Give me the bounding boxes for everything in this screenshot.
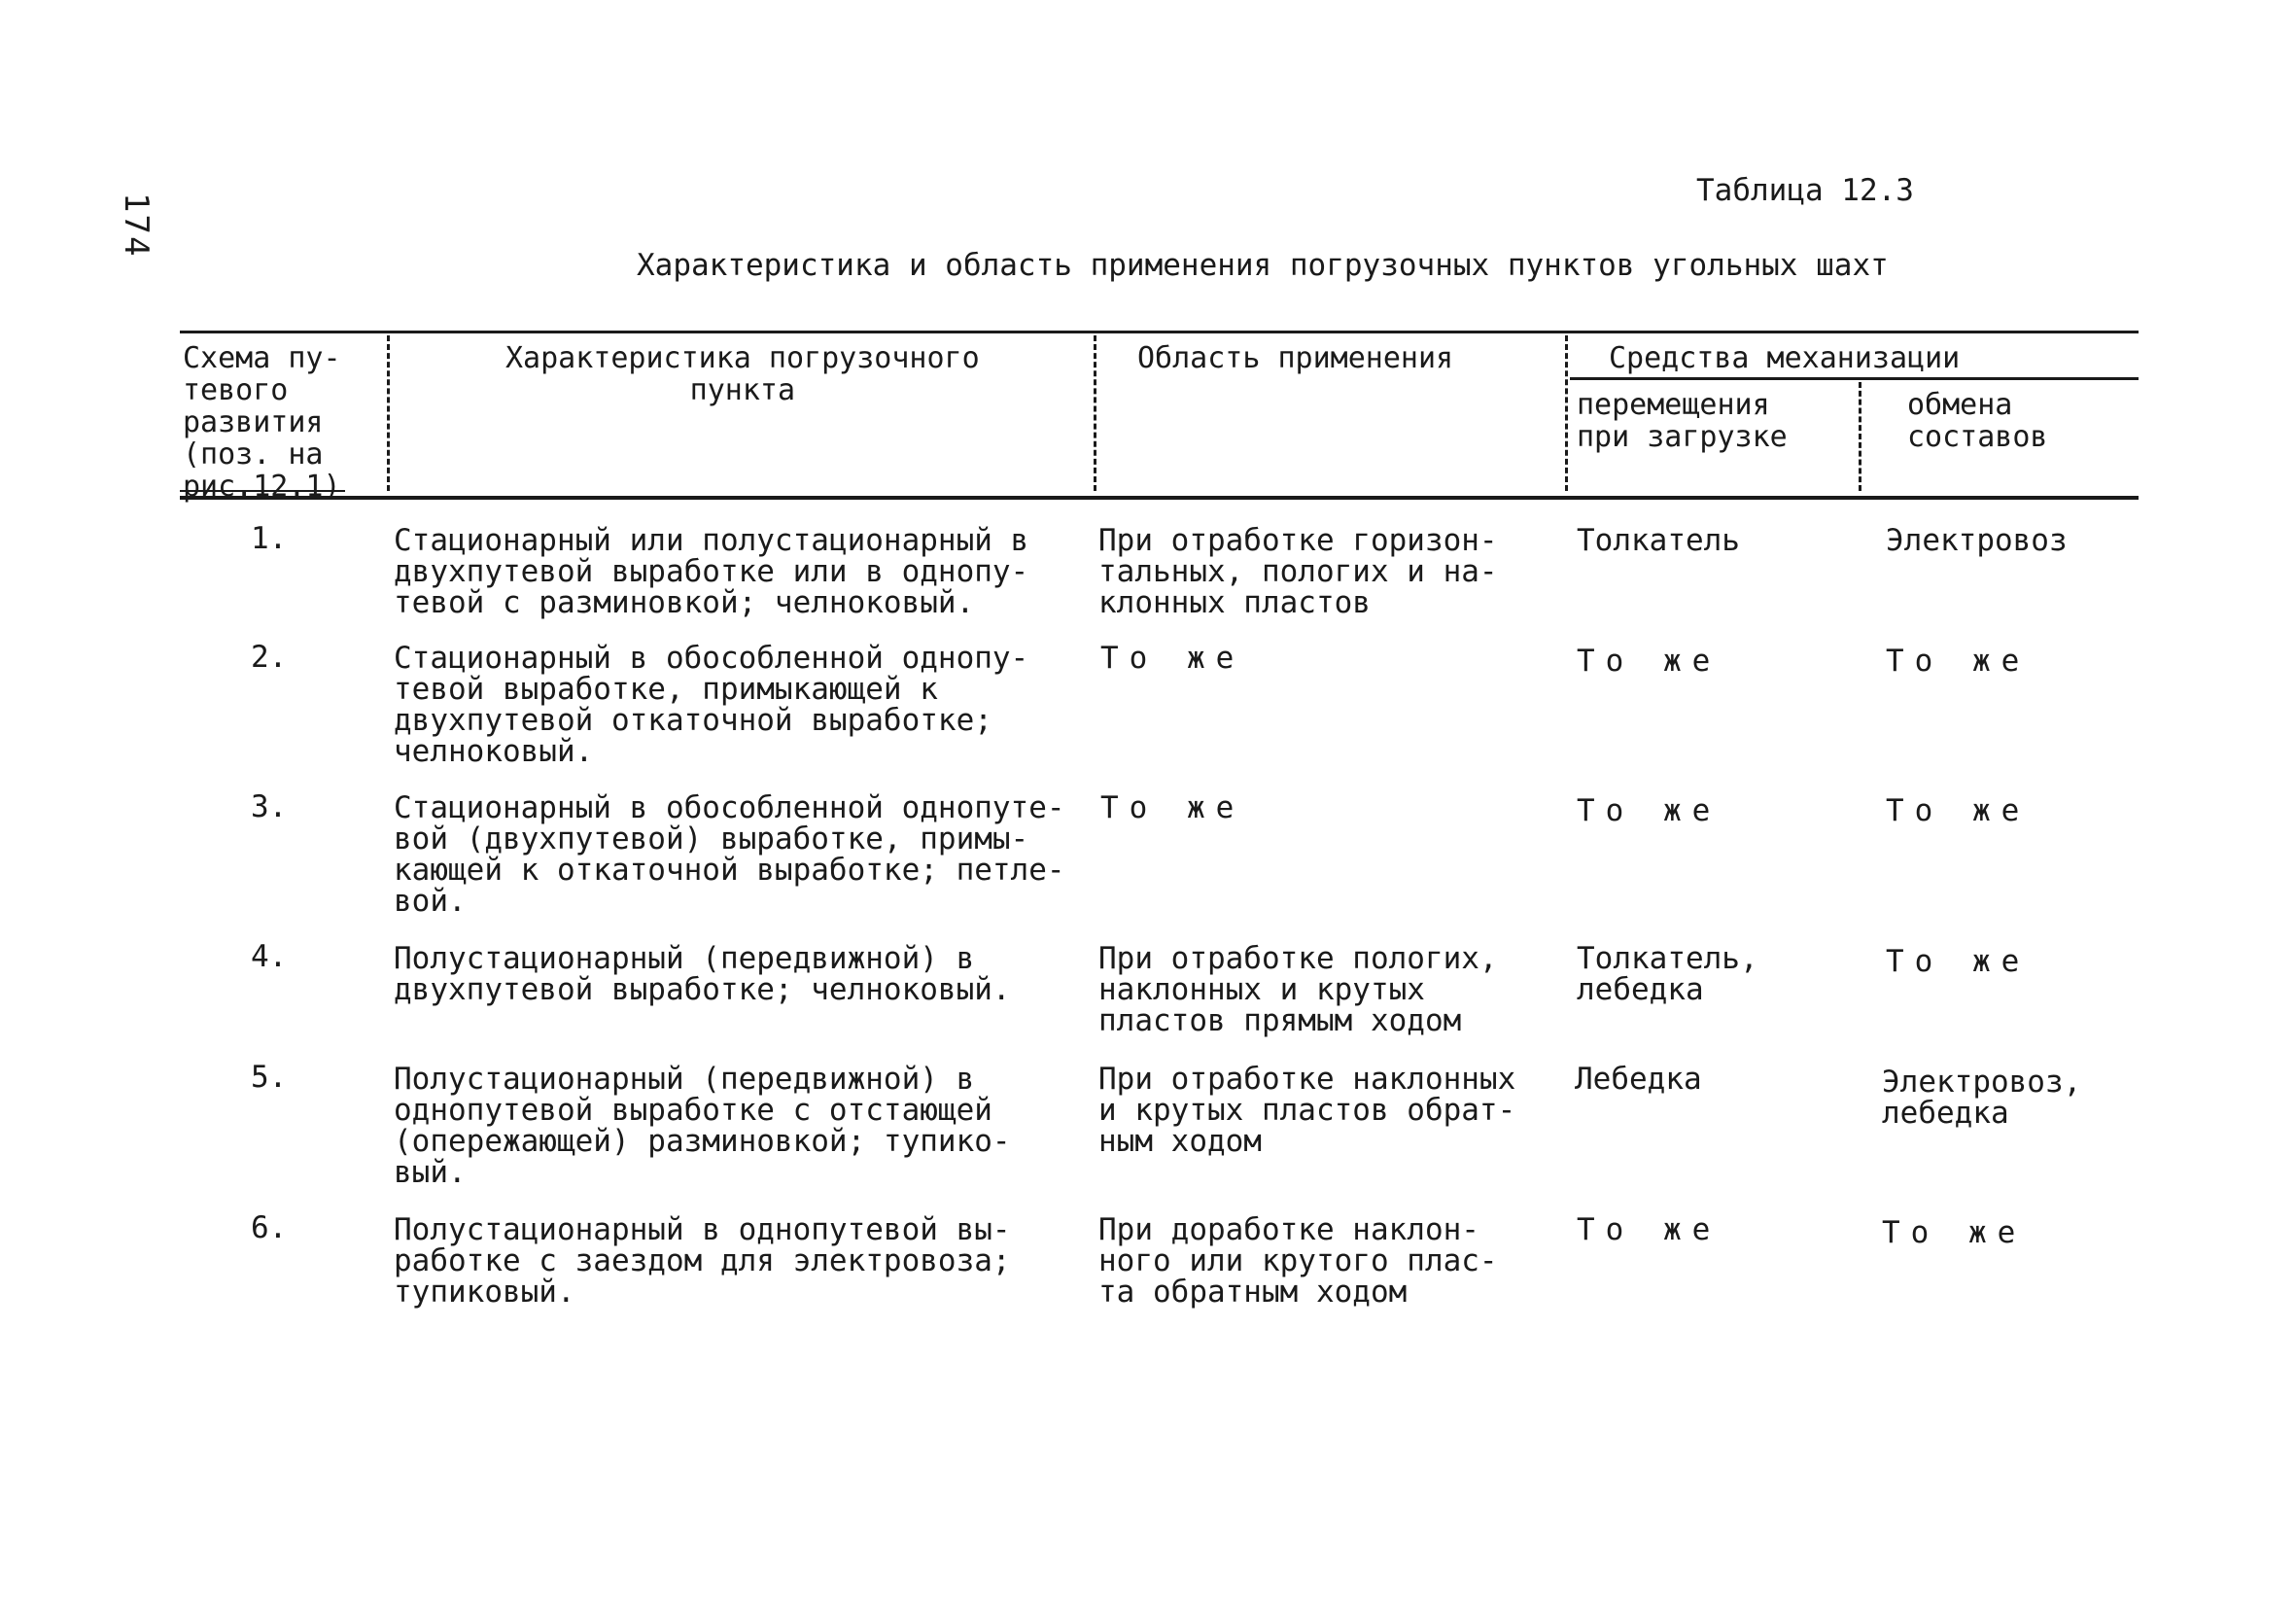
- row-number: 4.: [251, 939, 288, 974]
- row-exchange: Электровоз: [1886, 523, 2068, 558]
- row-characteristic: Полустационарный (передвижной) в однопутевой выработке с отстающей (опережающей) разминовкой; тупико- вый.: [394, 1062, 1011, 1190]
- header-characteristic: Характеристика погрузочного пункта: [505, 341, 980, 407]
- row-movement: Лебедка: [1575, 1062, 1702, 1097]
- row-number: 6.: [251, 1210, 288, 1245]
- page-number: 174: [117, 192, 156, 259]
- row-movement: То же: [1577, 793, 1722, 828]
- header-movement: перемещения при загрузке: [1577, 388, 1788, 454]
- row-application: При доработке наклон- ного или крутого плас- та обратным ходом: [1098, 1212, 1498, 1310]
- row-application: То же: [1100, 790, 1245, 825]
- row-number: 3.: [251, 789, 288, 824]
- row-movement: Толкатель, лебедка: [1577, 941, 1758, 1007]
- row-number: 5.: [251, 1060, 288, 1095]
- column-divider-4: [1859, 382, 1861, 491]
- row-movement: То же: [1577, 1212, 1722, 1247]
- row-movement: Толкатель: [1577, 523, 1740, 558]
- column-divider-3: [1565, 335, 1568, 491]
- row-characteristic: Полустационарный (передвижной) в двухпутевой выработке; челноковый.: [394, 941, 1011, 1007]
- row-exchange: То же: [1886, 944, 2031, 979]
- header-application: Область применения: [1137, 341, 1454, 375]
- table-label: Таблица 12.3: [1696, 173, 1914, 208]
- header-exchange: обмена составов: [1907, 388, 2048, 454]
- row-movement: То же: [1577, 644, 1722, 679]
- row-characteristic: Полустационарный в однопутевой вы- работке с заездом для электровоза; тупиковый.: [394, 1212, 1011, 1310]
- table-title: Характеристика и область применения погрузочных пунктов угольных шахт: [637, 248, 1889, 283]
- mechanization-underline: [1570, 377, 2139, 380]
- row-exchange: Электровоз, лебедка: [1882, 1065, 2082, 1131]
- row-application: При отработке наклонных и крутых пластов обрат- ным ходом: [1098, 1062, 1516, 1159]
- row-number: 1.: [251, 521, 288, 556]
- header-mechanization: Средства механизации: [1609, 341, 1961, 375]
- row-exchange: То же: [1886, 644, 2031, 679]
- row-application: При отработке горизон- тальных, пологих и на- клонных пластов: [1098, 523, 1498, 620]
- header-scheme: Схема пу- тевого развития (поз. на рис.12.1): [183, 341, 341, 504]
- column-divider-2: [1094, 335, 1096, 491]
- row-number: 2.: [251, 640, 288, 675]
- row-application: При отработке пологих, наклонных и крутых пластов прямым ходом: [1098, 941, 1498, 1038]
- header-bottom-rule: [180, 496, 2139, 500]
- row-application: То же: [1100, 641, 1245, 676]
- row-characteristic: Стационарный в обособленной однопуте- вой (двухпутевой) выработке, примы- кающей к откаточной выработке; петле- вой.: [394, 790, 1065, 919]
- table-top-rule: [180, 331, 2139, 333]
- row-exchange: То же: [1882, 1215, 2027, 1250]
- column-divider-1: [387, 335, 390, 491]
- row-characteristic: Стационарный или полустационарный в двухпутевой выработке или в однопу- тевой с разминовкой; челноковый.: [394, 523, 1029, 620]
- row-characteristic: Стационарный в обособленной однопу- тевой выработке, примыкающей к двухпутевой откаточной выработке; челноковый.: [394, 641, 1029, 769]
- row-exchange: То же: [1886, 793, 2031, 828]
